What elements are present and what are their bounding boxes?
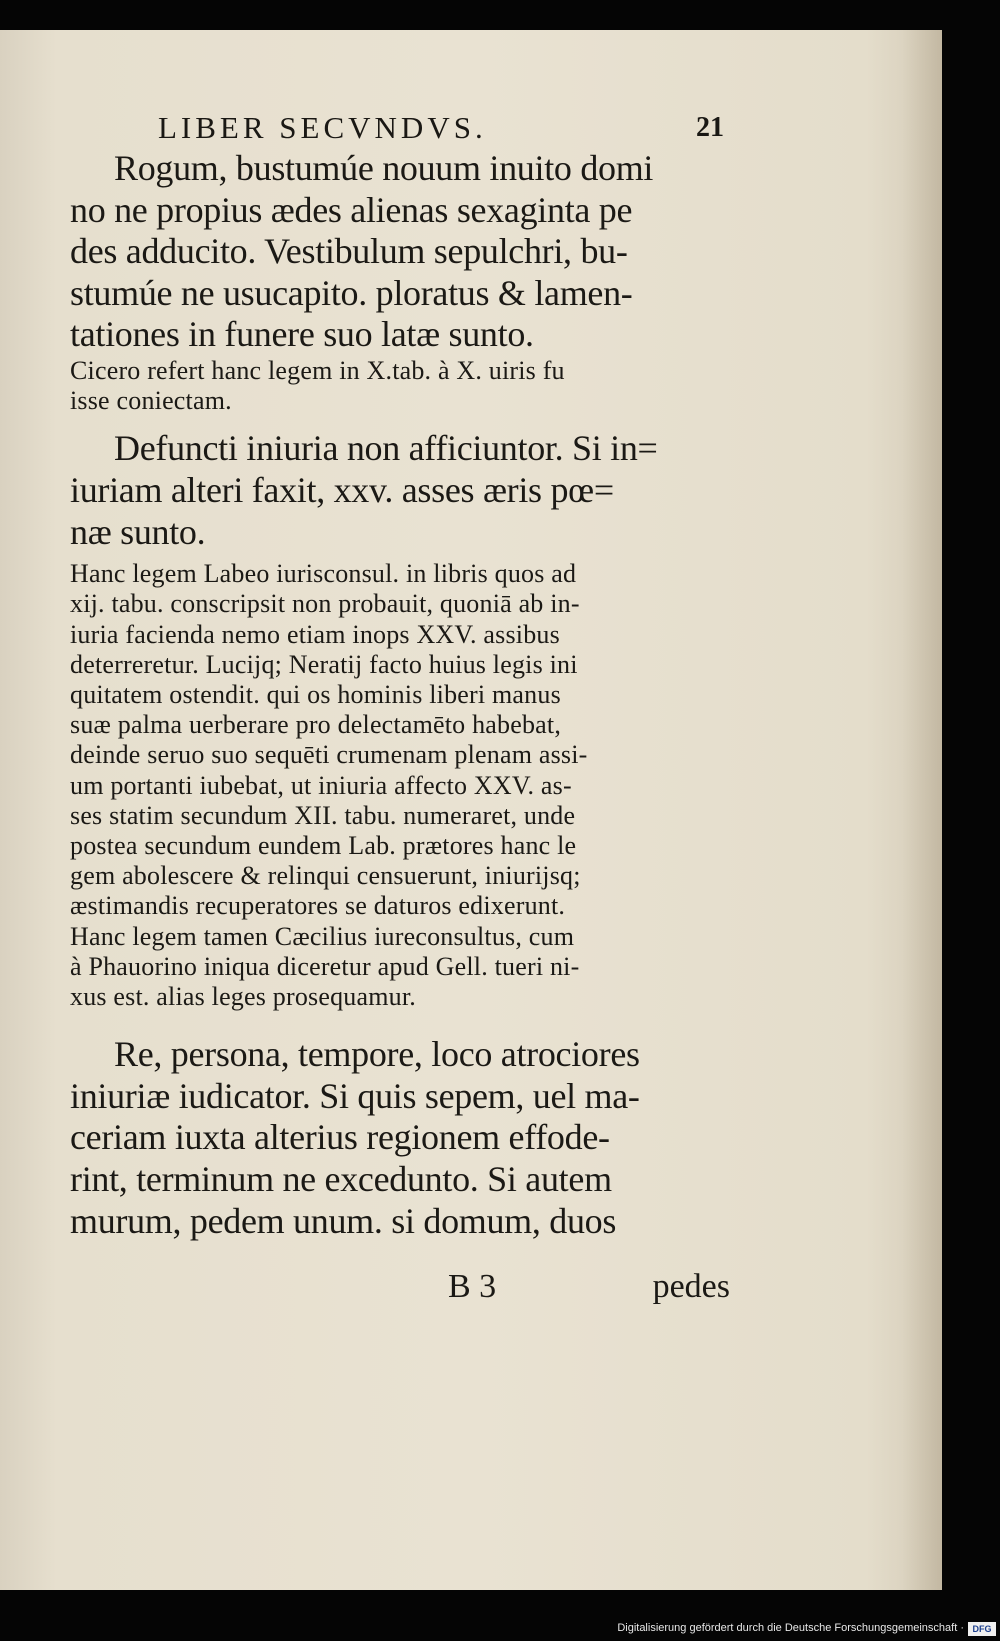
text-line: ses statim secundum XII. tabu. numeraret, unde xyxy=(70,800,576,830)
text-line: isse coniectam. xyxy=(70,386,232,416)
paragraph-law-iniuria xyxy=(70,428,730,553)
text-line: Cicero refert hanc legem in X.tab. à X. uiris fu xyxy=(70,355,565,385)
page-footer xyxy=(448,1266,730,1308)
text-line: à Phauorino iniqua diceretur apud Gell. tueri ni- xyxy=(70,951,580,981)
text-line: deterreretur. Lucijq; Neratij facto huius legis ini xyxy=(70,649,578,679)
text-line: iniuriæ iudicator. Si quis sepem, uel ma- xyxy=(70,1075,640,1116)
running-title: LIBER SECVNDVS. xyxy=(158,110,487,145)
main-text xyxy=(70,148,730,1242)
dfg-logo: DFG xyxy=(968,1622,996,1636)
text-line: Re, persona, tempore, loco atrociores xyxy=(114,1034,640,1075)
text-line: um portanti iubebat, ut iniuria affecto XXV. as- xyxy=(70,770,572,800)
text-line: rint, terminum ne excedunto. Si autem xyxy=(70,1158,612,1199)
digitization-credit: Digitalisierung gefördert durch die Deutsche Forschungsgemeinschaft · xyxy=(617,1622,964,1634)
text-line: deinde seruo suo sequēti crumenam plenam assi- xyxy=(70,740,588,770)
paragraph-law-rogus xyxy=(70,148,730,356)
text-line: suæ palma uerberare pro delectamēto habebat, xyxy=(70,710,562,740)
text-line: iuria facienda nemo etiam inops XXV. assibus xyxy=(70,619,560,649)
commentary-cicero xyxy=(70,356,730,416)
text-line: murum, pedem unum. si domum, duos xyxy=(70,1200,617,1241)
catchword: pedes xyxy=(652,1268,730,1305)
text-line: gem abolescere & relinqui censuerunt, iniurijsq; xyxy=(70,861,581,891)
page-header xyxy=(158,108,724,148)
text-line: no ne propius ædes alienas sexaginta pe xyxy=(70,189,633,230)
commentary-labeo xyxy=(70,559,730,1012)
text-line: quitatem ostendit. qui os hominis liberi manus xyxy=(70,679,561,709)
text-line: des adducito. Vestibulum sepulchri, bu- xyxy=(70,231,628,272)
text-line: xus est. alias leges prosequamur. xyxy=(70,982,416,1011)
text-line: Hanc legem Labeo iurisconsul. in libris quos ad xyxy=(70,559,577,589)
text-line: ceriam iuxta alterius regionem effode- xyxy=(70,1117,610,1158)
text-line: iuriam alteri faxit, xxv. asses æris pœ= xyxy=(70,469,614,510)
text-line: Rogum, bustumúe nouum inuito domi xyxy=(114,148,654,188)
signature-mark: B 3 xyxy=(448,1268,497,1305)
text-line: næ sunto. xyxy=(70,511,206,552)
text-line: xij. tabu. conscripsit non probauit, quoniā ab in- xyxy=(70,589,580,619)
text-line: Defuncti iniuria non afficiuntor. Si in= xyxy=(114,428,658,469)
page-number: 21 xyxy=(696,112,724,143)
paragraph-law-atrociores xyxy=(70,1034,730,1242)
text-line: æstimandis recuperatores se daturos edixerunt. xyxy=(70,891,566,921)
book-page xyxy=(0,30,942,1590)
text-line: tationes in funere suo latæ sunto. xyxy=(70,314,534,355)
text-line: postea secundum eundem Lab. prætores hanc le xyxy=(70,830,577,860)
text-line: Hanc legem tamen Cæcilius iureconsultus, cum xyxy=(70,921,575,951)
text-line: stumúe ne usucapito. ploratus & lamen- xyxy=(70,272,633,313)
